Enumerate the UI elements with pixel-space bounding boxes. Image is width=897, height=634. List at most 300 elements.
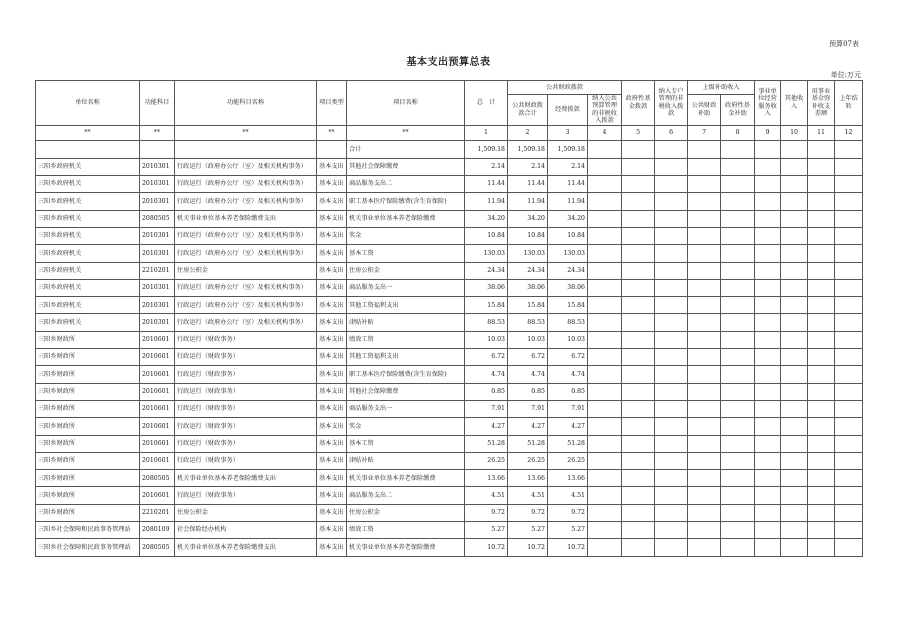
empty-cell — [835, 176, 863, 193]
empty-cell — [808, 227, 835, 244]
empty-cell — [622, 193, 655, 210]
item-type-cell: 基本支出 — [317, 245, 347, 262]
header-pf-nontax: 纳入公共预算管理的非税收入拨款 — [588, 95, 622, 126]
empty-cell — [781, 366, 808, 383]
func-code-cell: 2080505 — [140, 210, 175, 227]
func-name-cell: 行政运行（财政事务） — [175, 487, 317, 504]
func-name-cell: 机关事业单位基本养老保险缴费支出 — [175, 539, 317, 556]
empty-cell — [588, 366, 622, 383]
empty-cell — [655, 262, 688, 279]
empty-cell — [755, 504, 781, 521]
empty-cell — [688, 539, 721, 556]
pf-subtotal-cell: 24.34 — [508, 262, 548, 279]
column-number: 5 — [622, 125, 655, 140]
item-type-cell: 基本支出 — [317, 366, 347, 383]
table-row — [36, 210, 863, 227]
pf-allocation-cell: 6.72 — [548, 349, 588, 366]
pf-subtotal-cell: 38.06 — [508, 279, 548, 296]
empty-cell — [655, 435, 688, 452]
header-item-type: 项目类型 — [317, 81, 347, 126]
unit-name-cell: 三阳乡政府机关 — [36, 245, 140, 262]
empty-cell — [755, 487, 781, 504]
func-code-cell: 2010301 — [140, 193, 175, 210]
empty-cell — [688, 435, 721, 452]
empty-cell — [688, 331, 721, 348]
empty-cell — [835, 279, 863, 296]
pf-subtotal-cell: 11.94 — [508, 193, 548, 210]
pf-subtotal-cell: 10.03 — [508, 331, 548, 348]
empty-cell — [688, 366, 721, 383]
item-type-cell: 基本支出 — [317, 400, 347, 417]
empty-cell — [622, 521, 655, 538]
empty-cell — [688, 487, 721, 504]
header-func-name: 功能科目名称 — [175, 81, 317, 126]
empty-cell — [721, 193, 755, 210]
empty-cell — [688, 504, 721, 521]
item-type-cell: 基本支出 — [317, 452, 347, 469]
empty-cell — [755, 279, 781, 296]
empty-cell — [755, 539, 781, 556]
func-code-cell: 2210201 — [140, 262, 175, 279]
budget-table — [35, 80, 863, 557]
empty-cell — [755, 158, 781, 175]
empty-cell — [622, 504, 655, 521]
table-row — [36, 279, 863, 296]
item-name-cell: 津贴补贴 — [347, 314, 465, 331]
item-type-cell: 基本支出 — [317, 487, 347, 504]
empty-cell — [588, 227, 622, 244]
empty-cell — [688, 210, 721, 227]
func-code-cell: 2010301 — [140, 314, 175, 331]
empty-cell — [755, 314, 781, 331]
empty-cell — [588, 279, 622, 296]
empty-cell — [688, 158, 721, 175]
item-name-cell: 商品服务支出二 — [347, 176, 465, 193]
empty-cell — [622, 158, 655, 175]
empty-cell — [781, 452, 808, 469]
item-type-cell: 基本支出 — [317, 349, 347, 366]
total-cell: 7.91 — [465, 400, 508, 417]
empty-cell — [622, 383, 655, 400]
column-number-row — [36, 125, 863, 140]
unit-name-cell: 三阳乡社会保障和民政事务管理站 — [36, 521, 140, 538]
total-amount: 1,509.18 — [465, 140, 508, 158]
func-code-cell: 2010301 — [140, 227, 175, 244]
empty-cell — [588, 210, 622, 227]
pf-subtotal-cell: 130.03 — [508, 245, 548, 262]
func-name-cell: 行政运行（财政事务） — [175, 452, 317, 469]
empty-cell — [588, 331, 622, 348]
empty-cell — [808, 176, 835, 193]
func-name-cell: 行政运行（政府办公厅（室）及相关机构事务） — [175, 158, 317, 175]
pf-subtotal-cell: 13.66 — [508, 470, 548, 487]
table-row — [36, 245, 863, 262]
pf-allocation-cell: 10.84 — [548, 227, 588, 244]
table-row — [36, 539, 863, 556]
empty-cell — [688, 297, 721, 314]
empty-cell — [835, 262, 863, 279]
empty-cell — [781, 418, 808, 435]
item-name-cell: 绩效工资 — [347, 331, 465, 348]
empty-cell — [655, 470, 688, 487]
pf-allocation-cell: 4.51 — [548, 487, 588, 504]
pf-subtotal-cell: 7.91 — [508, 400, 548, 417]
empty-cell — [721, 487, 755, 504]
empty-cell — [588, 470, 622, 487]
empty-cell — [588, 418, 622, 435]
table-row — [36, 418, 863, 435]
empty-cell — [688, 262, 721, 279]
func-code-cell: 2010601 — [140, 435, 175, 452]
empty-cell — [755, 227, 781, 244]
column-number: 10 — [781, 125, 808, 140]
empty-cell — [755, 521, 781, 538]
unit-name-cell: 三阳乡财政所 — [36, 470, 140, 487]
empty-cell — [755, 383, 781, 400]
empty-cell — [622, 435, 655, 452]
empty-cell — [721, 158, 755, 175]
empty-cell — [655, 245, 688, 262]
header-other-income: 其他收入 — [781, 81, 808, 126]
empty-cell — [721, 210, 755, 227]
empty-cell — [781, 262, 808, 279]
item-name-cell: 其他社会保障缴费 — [347, 383, 465, 400]
unit-name-cell: 三阳乡政府机关 — [36, 227, 140, 244]
func-code-cell: 2010601 — [140, 400, 175, 417]
func-name-cell: 行政运行（政府办公厅（室）及相关机构事务） — [175, 227, 317, 244]
header-ss-fund: 政府性基金补助 — [721, 95, 755, 126]
unit-name-cell: 三阳乡财政所 — [36, 366, 140, 383]
func-name-cell: 行政运行（财政事务） — [175, 349, 317, 366]
empty-cell — [622, 366, 655, 383]
empty-cell — [781, 297, 808, 314]
item-type-cell: 基本支出 — [317, 227, 347, 244]
empty-cell — [721, 227, 755, 244]
empty-cell — [781, 331, 808, 348]
empty-cell — [721, 297, 755, 314]
column-number: ** — [36, 125, 140, 140]
item-type-cell: 基本支出 — [317, 297, 347, 314]
empty-cell — [588, 452, 622, 469]
header-ss-public: 公共财政补助 — [688, 95, 721, 126]
pf-subtotal-cell: 10.72 — [508, 539, 548, 556]
total-cell: 4.74 — [465, 366, 508, 383]
pf-allocation-cell: 2.14 — [548, 158, 588, 175]
unit-name-cell: 三阳乡政府机关 — [36, 193, 140, 210]
pf-subtotal-cell: 4.51 — [508, 487, 548, 504]
empty-cell — [622, 314, 655, 331]
pf-allocation-cell: 0.85 — [548, 383, 588, 400]
empty-cell — [808, 452, 835, 469]
empty-cell — [835, 245, 863, 262]
func-name-cell: 行政运行（财政事务） — [175, 331, 317, 348]
empty-cell — [622, 227, 655, 244]
total-cell: 10.03 — [465, 331, 508, 348]
empty-cell — [781, 521, 808, 538]
total-cell: 38.06 — [465, 279, 508, 296]
item-name-cell: 机关事业单位基本养老保险缴费 — [347, 539, 465, 556]
empty-cell — [835, 366, 863, 383]
empty-cell — [622, 279, 655, 296]
pf-allocation-cell: 51.28 — [548, 435, 588, 452]
column-number: ** — [317, 125, 347, 140]
total-cell: 0.85 — [465, 383, 508, 400]
empty-cell — [755, 193, 781, 210]
table-row — [36, 366, 863, 383]
func-name-cell: 机关事业单位基本养老保险缴费支出 — [175, 470, 317, 487]
empty-cell — [588, 297, 622, 314]
pf-subtotal-cell: 15.84 — [508, 297, 548, 314]
func-name-cell: 行政运行（财政事务） — [175, 435, 317, 452]
header-superior-subsidy: 上级补助收入 — [688, 81, 755, 95]
form-code: 预算07表 — [829, 40, 859, 48]
item-type-cell: 基本支出 — [317, 539, 347, 556]
empty-cell — [588, 487, 622, 504]
empty-cell — [835, 470, 863, 487]
empty-cell — [655, 504, 688, 521]
empty-cell — [808, 331, 835, 348]
func-code-cell: 2010301 — [140, 176, 175, 193]
empty-cell — [835, 539, 863, 556]
empty-cell — [808, 470, 835, 487]
column-number: 7 — [688, 125, 721, 140]
empty-cell — [808, 210, 835, 227]
item-name-cell: 住房公积金 — [347, 504, 465, 521]
empty-cell — [721, 279, 755, 296]
header-item-name: 项目名称 — [347, 81, 465, 126]
empty-cell — [688, 383, 721, 400]
empty-cell — [622, 452, 655, 469]
empty-cell — [655, 400, 688, 417]
total-cell: 11.94 — [465, 193, 508, 210]
unit-name-cell: 三阳乡财政所 — [36, 504, 140, 521]
empty-cell — [622, 418, 655, 435]
table-row — [36, 400, 863, 417]
empty-cell — [688, 452, 721, 469]
empty-cell — [808, 487, 835, 504]
pf-subtotal-cell: 2.14 — [508, 158, 548, 175]
empty-cell — [781, 314, 808, 331]
total-row — [36, 140, 863, 158]
func-code-cell: 2010601 — [140, 383, 175, 400]
empty-cell — [588, 435, 622, 452]
empty-cell — [655, 539, 688, 556]
table-row — [36, 383, 863, 400]
header-reserve-fund: 用事业基金弥补收支差额 — [808, 81, 835, 126]
table-row — [36, 193, 863, 210]
func-code-cell: 2010301 — [140, 297, 175, 314]
total-cell: 34.20 — [465, 210, 508, 227]
total-cell: 24.34 — [465, 262, 508, 279]
total-pf-allocation: 1,509.18 — [548, 140, 588, 158]
total-cell: 4.27 — [465, 418, 508, 435]
empty-cell — [588, 504, 622, 521]
empty-cell — [622, 210, 655, 227]
header-pf-allocation: 经费拨款 — [548, 95, 588, 126]
item-type-cell: 基本支出 — [317, 435, 347, 452]
empty-cell — [655, 487, 688, 504]
func-name-cell: 行政运行（财政事务） — [175, 418, 317, 435]
empty-cell — [781, 383, 808, 400]
empty-cell — [655, 383, 688, 400]
unit-name-cell: 三阳乡政府机关 — [36, 262, 140, 279]
empty-cell — [622, 245, 655, 262]
empty-cell — [688, 314, 721, 331]
pf-allocation-cell: 24.34 — [548, 262, 588, 279]
empty-cell — [835, 504, 863, 521]
empty-cell — [588, 349, 622, 366]
empty-cell — [688, 400, 721, 417]
empty-cell — [781, 158, 808, 175]
empty-cell — [781, 176, 808, 193]
empty-cell — [588, 314, 622, 331]
pf-allocation-cell: 7.91 — [548, 400, 588, 417]
column-number: ** — [140, 125, 175, 140]
empty-cell — [655, 349, 688, 366]
total-cell: 88.53 — [465, 314, 508, 331]
empty-cell — [755, 262, 781, 279]
empty-cell — [781, 435, 808, 452]
item-name-cell: 基本工资 — [347, 245, 465, 262]
empty-cell — [835, 487, 863, 504]
func-code-cell: 2010301 — [140, 158, 175, 175]
empty-cell — [781, 245, 808, 262]
item-type-cell: 基本支出 — [317, 158, 347, 175]
empty-cell — [755, 400, 781, 417]
empty-cell — [781, 193, 808, 210]
item-type-cell: 基本支出 — [317, 210, 347, 227]
func-name-cell: 行政运行（政府办公厅（室）及相关机构事务） — [175, 245, 317, 262]
empty-cell — [721, 245, 755, 262]
empty-cell — [655, 314, 688, 331]
empty-cell — [808, 158, 835, 175]
empty-cell — [721, 400, 755, 417]
empty-cell — [781, 487, 808, 504]
total-cell: 10.72 — [465, 539, 508, 556]
empty-cell — [721, 176, 755, 193]
empty-cell — [688, 245, 721, 262]
unit-name-cell: 三阳乡财政所 — [36, 452, 140, 469]
pf-subtotal-cell: 6.72 — [508, 349, 548, 366]
func-name-cell: 行政运行（政府办公厅（室）及相关机构事务） — [175, 297, 317, 314]
pf-subtotal-cell: 5.27 — [508, 521, 548, 538]
pf-allocation-cell: 9.72 — [548, 504, 588, 521]
table-row — [36, 487, 863, 504]
pf-subtotal-cell: 51.28 — [508, 435, 548, 452]
item-type-cell: 基本支出 — [317, 279, 347, 296]
header-service-income: 事业单位经营服务收入 — [755, 81, 781, 126]
column-number: 9 — [755, 125, 781, 140]
empty-cell — [655, 158, 688, 175]
empty-cell — [721, 349, 755, 366]
header-pf-subtotal: 公共财政拨款合计 — [508, 95, 548, 126]
item-name-cell: 其他社会保障缴费 — [347, 158, 465, 175]
total-label: 合计 — [347, 140, 465, 158]
empty-cell — [835, 435, 863, 452]
unit-name-cell: 三阳乡政府机关 — [36, 314, 140, 331]
empty-cell — [721, 539, 755, 556]
empty-cell — [721, 435, 755, 452]
empty-cell — [588, 158, 622, 175]
total-cell: 51.28 — [465, 435, 508, 452]
empty-cell — [808, 245, 835, 262]
func-name-cell: 行政运行（财政事务） — [175, 400, 317, 417]
item-name-cell: 基本工资 — [347, 435, 465, 452]
pf-subtotal-cell: 26.25 — [508, 452, 548, 469]
item-name-cell: 职工基本医疗保险缴费(含生育保险) — [347, 366, 465, 383]
func-code-cell: 2080505 — [140, 539, 175, 556]
empty-cell — [721, 314, 755, 331]
table-row — [36, 227, 863, 244]
unit-name-cell: 三阳乡财政所 — [36, 331, 140, 348]
pf-subtotal-cell: 9.72 — [508, 504, 548, 521]
pf-allocation-cell: 10.72 — [548, 539, 588, 556]
empty-cell — [688, 418, 721, 435]
unit-name-cell: 三阳乡政府机关 — [36, 176, 140, 193]
unit-name-cell: 三阳乡政府机关 — [36, 279, 140, 296]
pf-allocation-cell: 11.44 — [548, 176, 588, 193]
pf-allocation-cell: 10.03 — [548, 331, 588, 348]
empty-cell — [655, 521, 688, 538]
func-name-cell: 行政运行（政府办公厅（室）及相关机构事务） — [175, 314, 317, 331]
pf-allocation-cell: 15.84 — [548, 297, 588, 314]
unit-name-cell: 三阳乡财政所 — [36, 400, 140, 417]
empty-cell — [655, 193, 688, 210]
empty-cell — [655, 452, 688, 469]
column-number: 4 — [588, 125, 622, 140]
empty-cell — [808, 366, 835, 383]
empty-cell — [755, 331, 781, 348]
empty-cell — [808, 504, 835, 521]
empty-cell — [655, 210, 688, 227]
empty-cell — [755, 366, 781, 383]
unit-name-cell: 三阳乡财政所 — [36, 487, 140, 504]
empty-cell — [655, 366, 688, 383]
empty-cell — [835, 314, 863, 331]
item-name-cell: 其他工资福利支出 — [347, 349, 465, 366]
table-row — [36, 158, 863, 175]
empty-cell — [808, 279, 835, 296]
item-type-cell: 基本支出 — [317, 314, 347, 331]
table-row — [36, 176, 863, 193]
page-title: 基本支出预算总表 — [406, 57, 491, 68]
pf-subtotal-cell: 11.44 — [508, 176, 548, 193]
unit-name-cell: 三阳乡政府机关 — [36, 297, 140, 314]
empty-cell — [808, 297, 835, 314]
item-type-cell: 基本支出 — [317, 504, 347, 521]
total-cell: 2.14 — [465, 158, 508, 175]
empty-cell — [808, 400, 835, 417]
item-type-cell: 基本支出 — [317, 418, 347, 435]
table-row — [36, 504, 863, 521]
empty-cell — [721, 452, 755, 469]
empty-cell — [721, 331, 755, 348]
empty-cell — [655, 418, 688, 435]
func-name-cell: 住房公积金 — [175, 504, 317, 521]
empty-cell — [721, 521, 755, 538]
empty-cell — [588, 521, 622, 538]
total-cell: 5.27 — [465, 521, 508, 538]
func-code-cell: 2080505 — [140, 470, 175, 487]
empty-cell — [781, 349, 808, 366]
pf-allocation-cell: 38.06 — [548, 279, 588, 296]
item-type-cell: 基本支出 — [317, 193, 347, 210]
func-code-cell: 2010601 — [140, 452, 175, 469]
table-row — [36, 349, 863, 366]
item-name-cell: 其他工资福利支出 — [347, 297, 465, 314]
item-type-cell: 基本支出 — [317, 176, 347, 193]
item-name-cell: 奖金 — [347, 418, 465, 435]
